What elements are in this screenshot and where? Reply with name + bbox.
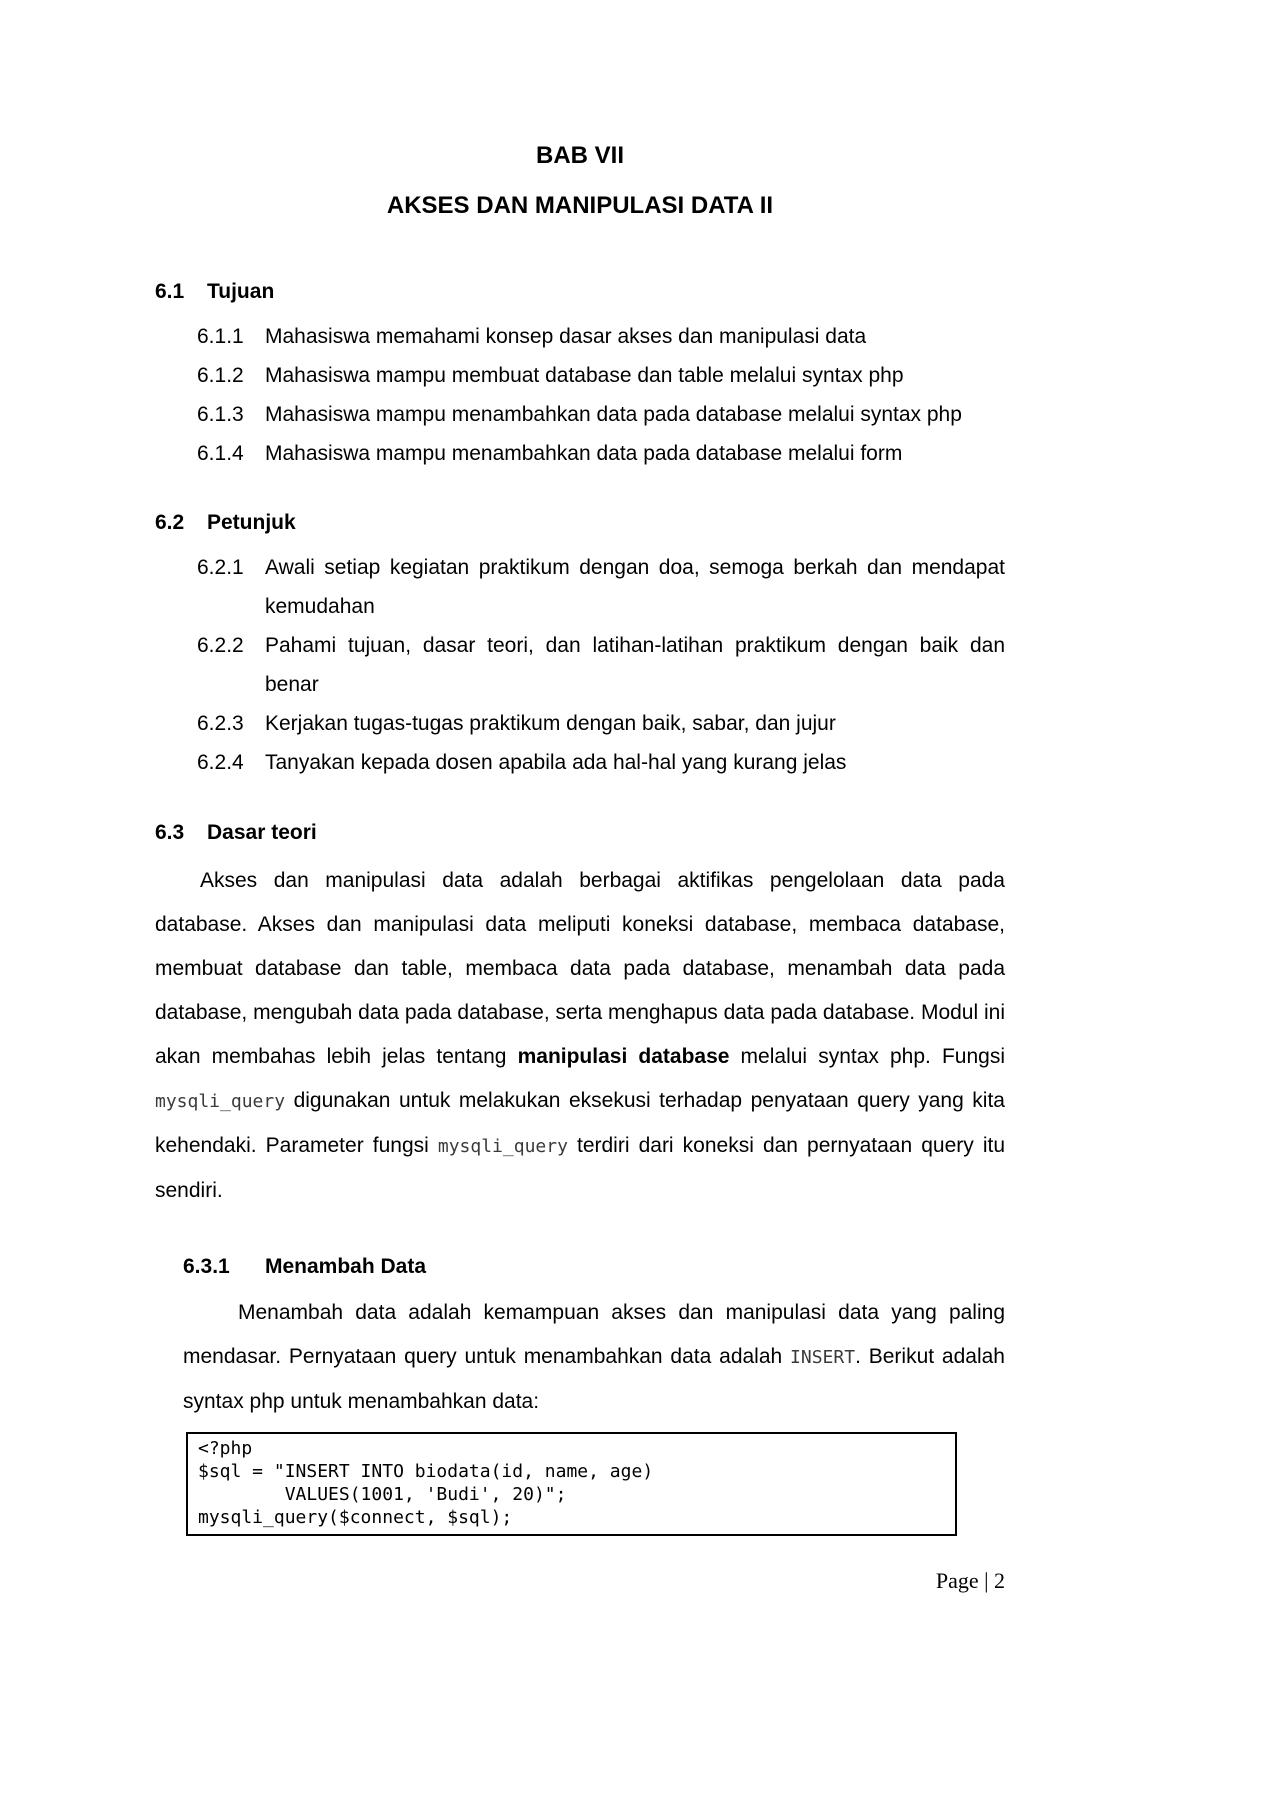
list-item [155, 317, 1005, 356]
section-title: Tujuan [207, 280, 275, 303]
paragraph-segment: . Berikut adalah syntax php untuk menambahkan data: [183, 1345, 1005, 1413]
subsection-menambah-data [183, 1253, 1005, 1536]
paragraph-segment: Akses dan manipulasi data adalah berbagai aktifikas pengelolaan data pada database. Akses dan manipulasi data meliputi koneksi database, membaca database, membuat database dan table, membaca data pada database, menambah data pada database, mengubah data pada database, serta menghapus data pada database. Modul ini akan membahas lebih jelas tentang [155, 869, 1005, 1068]
page-footer [155, 1568, 1005, 1594]
item-text: Awali setiap kegiatan praktikum dengan doa, semoga berkah dan mendapat kemudahan [265, 556, 1005, 618]
paragraph-segment-bold: manipulasi database [517, 1045, 730, 1068]
paragraph-segment: melalui syntax php. Fungsi [729, 1045, 1006, 1068]
section-number: 6.3 [155, 821, 185, 844]
list-item [155, 356, 1005, 395]
code-inline: mysqli_query [155, 1091, 286, 1112]
item-number: 6.2.3 [197, 712, 244, 735]
section-6-1-heading [155, 278, 1005, 306]
section-petunjuk [155, 509, 1005, 782]
dasar-teori-paragraph [155, 859, 1005, 1213]
code-line: VALUES(1001, 'Budi', 20)"; [198, 1484, 567, 1505]
section-tujuan [155, 278, 1005, 473]
section-title: Menambah Data [265, 1255, 427, 1278]
section-title: Petunjuk [207, 511, 296, 534]
section-title: Dasar teori [207, 821, 317, 844]
document-title: AKSES DAN MANIPULASI DATA II [386, 192, 774, 219]
item-number: 6.1.3 [197, 403, 244, 426]
code-line: $sql = "INSERT INTO biodata(id, name, age) [198, 1461, 654, 1482]
list-item [155, 434, 1005, 473]
chapter-heading: BAB VII [535, 142, 624, 169]
paragraph-segment: digunakan untuk melakukan eksekusi terhadap penyataan query yang kita kehendaki. Parameter fungsi [155, 1089, 1005, 1157]
code-block [186, 1432, 957, 1536]
list-item [155, 548, 1005, 626]
item-number: 6.2.4 [197, 751, 244, 774]
code-inline: mysqli_query [437, 1136, 568, 1157]
petunjuk-list [155, 548, 1005, 782]
item-text: Mahasiswa mampu menambahkan data pada database melalui form [265, 442, 903, 465]
item-number: 6.1.2 [197, 364, 244, 387]
item-text: Pahami tujuan, dasar teori, dan latihan-latihan praktikum dengan baik dan benar [265, 634, 1005, 696]
list-item [155, 743, 1005, 782]
section-6-3-heading [155, 819, 1005, 847]
item-text: Mahasiswa mampu menambahkan data pada database melalui syntax php [265, 403, 962, 426]
paragraph-segment: terdiri dari koneksi dan pernyataan query itu sendiri. [155, 1134, 1005, 1202]
section-dasar-teori [155, 819, 1005, 1536]
section-6-3-1-heading [183, 1253, 1005, 1281]
list-item [155, 704, 1005, 743]
paragraph-segment: Menambah data adalah kemampuan akses dan manipulasi data yang paling mendasar. Pernyataan query untuk menambahkan data adalah [183, 1301, 1005, 1368]
item-text: Mahasiswa mampu membuat database dan table melalui syntax php [265, 364, 904, 387]
item-text: Tanyakan kepada dosen apabila ada hal-hal yang kurang jelas [265, 751, 847, 774]
list-item [155, 626, 1005, 704]
code-line: mysqli_query($connect, $sql); [198, 1507, 513, 1528]
code-line: <?php [198, 1438, 253, 1459]
item-number: 6.1.4 [197, 442, 244, 465]
tujuan-list [155, 317, 1005, 473]
section-number: 6.2 [155, 511, 185, 534]
item-number: 6.1.1 [197, 325, 244, 348]
section-number: 6.3.1 [183, 1255, 230, 1278]
menambah-data-paragraph [183, 1291, 1005, 1424]
item-number: 6.2.2 [197, 634, 244, 657]
section-6-2-heading [155, 509, 1005, 537]
section-number: 6.1 [155, 280, 185, 303]
code-inline: INSERT [790, 1347, 856, 1368]
item-number: 6.2.1 [197, 556, 244, 579]
list-item [155, 395, 1005, 434]
item-text: Mahasiswa memahami konsep dasar akses dan manipulasi data [265, 325, 867, 348]
page-number: Page | 2 [935, 1568, 1005, 1593]
item-text: Kerjakan tugas-tugas praktikum dengan baik, sabar, dan jujur [265, 712, 836, 735]
